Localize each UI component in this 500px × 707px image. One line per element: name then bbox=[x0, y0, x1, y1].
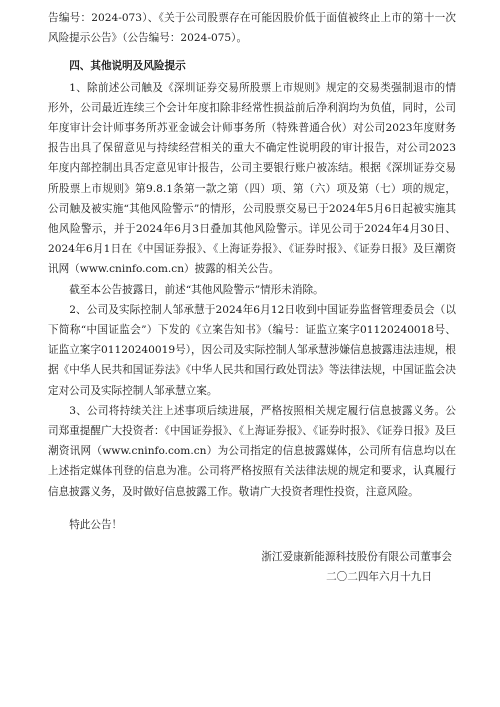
intro-paragraph: 告编号：2024-073）、《关于公司股票存在可能因股价低于面值被终止上市的第十一次风险提示公告》（公告编号：2024-075）。 bbox=[48, 12, 456, 45]
paragraph-risk-1: 1、除前述公司触及《深圳证券交易所股票上市规则》规定的交易类强制退市的情形外，公司最近连续三个会计年度扣除非经常性损益前后净利润均为负值，同时，公司年度审计会计师事务所苏亚金诚会计师事务所（特殊普通合伙）对公司2023年度财务报告出具了保留意见与持续经营相关的重大不确定性说明段的审计报告，对公司2023年度内部控制出具否定意见审计报告，公司主要银行账户被冻结。根据《深圳证券交易所股票上市规则》第9.8.1条第一款之第（四）项、第（六）项及第（七）项的规定，公司触及被实施“其他风险警示”的情形，公司股票交易已于2024年5月6日起被实施其他风险警示，并于2024年6月3日叠加其他风险警示。详见公司于2024年4月30日、2024年6月1日在《中国证券报》、《上海证券报》、《证券时报》、《证券日报》及巨潮资讯网（www.cninfo.com.cn）披露的相关公告。 bbox=[48, 81, 456, 276]
signature-date: 二〇二四年六月十九日 bbox=[326, 571, 432, 584]
closing-statement: 特此公告！ bbox=[69, 518, 123, 531]
section-heading: 四、其他说明及风险提示 bbox=[69, 60, 186, 73]
signature-company: 浙江爱康新能源科技股份有限公司董事会 bbox=[261, 551, 452, 564]
document-body bbox=[48, 8, 456, 587]
paragraph-status-note: 截至本公告披露日，前述“其他风险警示”情形未消除。 bbox=[69, 283, 324, 296]
paragraph-risk-2: 2、公司及实际控制人邹承慧于2024年6月12日收到中国证券监督管理委员会（以下简称“中国证监会”）下发的《立案告知书》（编号：证监立案字01120240018号、证监立案字01120240019号），因公司及实际控制人邹承慧涉嫌信息披露违法违规，根据《中华人民共和国证券法》《中华人民共和国行政处罚法》等法律法规，中国证监会决定对公司及实际控制人邹承慧立案。 bbox=[48, 303, 456, 397]
paragraph-risk-3: 3、公司将持续关注上述事项后续进展，严格按照相关规定履行信息披露义务。公司郑重提醒广大投资者：《中国证券报》、《上海证券报》、《证券时报》、《证券日报》及巨潮资讯网（www.cninfo.com.cn）为公司指定的信息披露媒体，公司所有信息均以在上述指定媒体刊登的信息为准。公司将严格按照有关法律法规的规定和要求，认真履行信息披露义务，及时做好信息披露工作。敬请广大投资者理性投资，注意风险。 bbox=[48, 404, 456, 498]
